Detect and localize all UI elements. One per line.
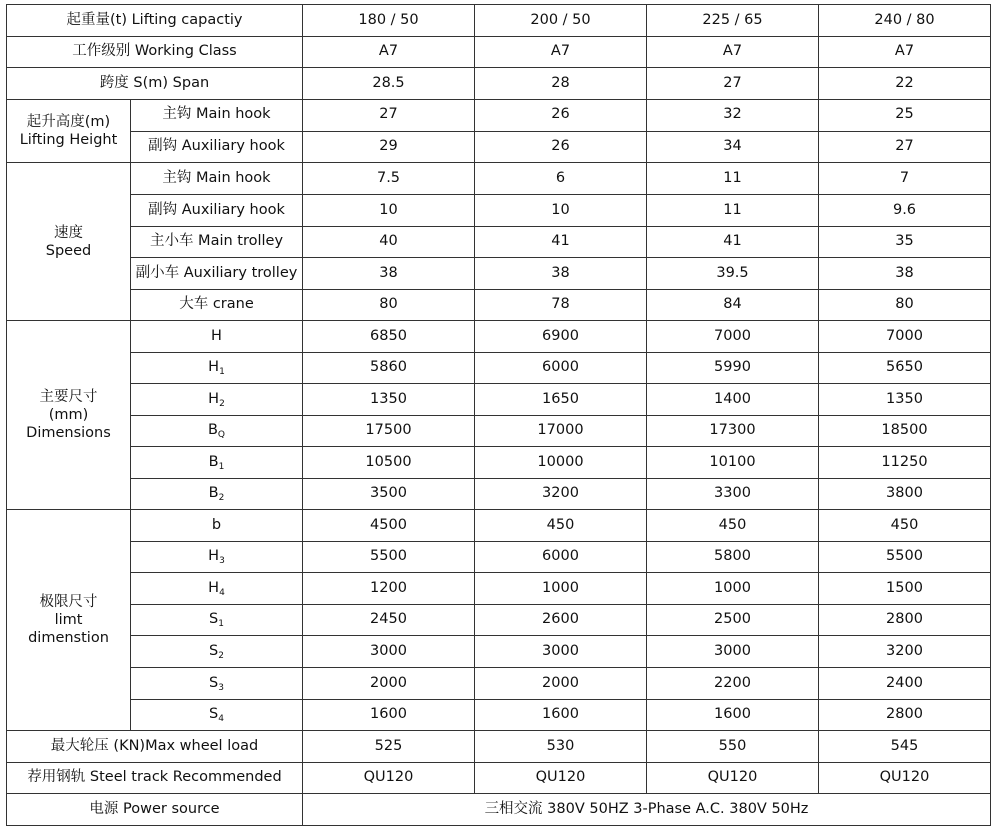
value-cell: QU120 [819, 762, 991, 794]
spec-row [7, 478, 991, 510]
value-cell: A7 [303, 36, 475, 68]
sub-label [131, 258, 303, 290]
value-cell: 1400 [647, 384, 819, 416]
value-cell: 3000 [303, 636, 475, 668]
value-cell: 5860 [303, 352, 475, 384]
value-cell: 3200 [819, 636, 991, 668]
spec-row [7, 384, 991, 416]
value-cell: 29 [303, 131, 475, 163]
value-cell: 6 [475, 163, 647, 195]
value-cell: 1500 [819, 573, 991, 605]
spec-row [7, 258, 991, 290]
spec-row [7, 699, 991, 731]
sub-label-text: B [208, 485, 219, 502]
value-cell: 2800 [819, 699, 991, 731]
spec-row [7, 99, 991, 131]
value-cell: 225 / 65 [647, 5, 819, 37]
value-cell: 7000 [819, 321, 991, 353]
spec-row [7, 226, 991, 258]
spec-row [7, 415, 991, 447]
value-cell: 34 [647, 131, 819, 163]
value-cell: 10100 [647, 447, 819, 479]
value-cell: 545 [819, 731, 991, 763]
spec-row-power [7, 794, 991, 826]
value-cell: 38 [819, 258, 991, 290]
sub-label [131, 226, 303, 258]
value-cell: 18500 [819, 415, 991, 447]
group-label-line: 起升高度(m) [26, 113, 111, 130]
value-cell: QU120 [303, 762, 475, 794]
sub-label-text: S [209, 706, 219, 723]
row-label: 荐用钢轨 Steel track Recommended [7, 762, 303, 794]
value-cell: 6000 [475, 352, 647, 384]
group-label-line: 极限尺寸 [39, 593, 98, 610]
sub-label-text: 副钩 Auxiliary hook [148, 201, 285, 218]
value-cell: 25 [819, 99, 991, 131]
value-cell: 6900 [475, 321, 647, 353]
value-cell: 3300 [647, 478, 819, 510]
sub-label-subscript: 1 [218, 619, 224, 630]
sub-label-text: B [208, 453, 219, 470]
value-cell: 1000 [647, 573, 819, 605]
value-cell: 32 [647, 99, 819, 131]
value-cell: 17500 [303, 415, 475, 447]
value-cell: 39.5 [647, 258, 819, 290]
value-cell: 10500 [303, 447, 475, 479]
spec-row [7, 762, 991, 794]
sub-label [131, 131, 303, 163]
value-cell: 17300 [647, 415, 819, 447]
value-cell: 1650 [475, 384, 647, 416]
sub-label-subscript: 1 [218, 461, 225, 472]
sub-label-text: H [208, 548, 220, 565]
value-cell: 6850 [303, 321, 475, 353]
sub-label-text: B [207, 422, 218, 439]
spec-table-body [7, 5, 991, 826]
sub-label-subscript: 3 [219, 556, 225, 567]
sub-label-subscript: Q [217, 430, 226, 441]
row-label: 电源 Power source [7, 794, 303, 826]
value-cell: 3500 [303, 478, 475, 510]
sub-label [131, 510, 303, 542]
spec-row [7, 68, 991, 100]
spec-row [7, 604, 991, 636]
sub-label [131, 604, 303, 636]
value-cell: 450 [819, 510, 991, 542]
value-cell: 11 [647, 195, 819, 227]
sub-label [131, 99, 303, 131]
value-cell: 5800 [647, 541, 819, 573]
value-cell: 11 [647, 163, 819, 195]
spec-row [7, 352, 991, 384]
sub-label-text: S [209, 674, 219, 691]
spec-row [7, 131, 991, 163]
value-cell: 2450 [303, 604, 475, 636]
spec-row [7, 195, 991, 227]
spec-row [7, 36, 991, 68]
value-cell: 3000 [475, 636, 647, 668]
value-cell: 450 [475, 510, 647, 542]
value-cell: 7000 [647, 321, 819, 353]
sub-label-text: b [211, 516, 222, 533]
sub-label-subscript: 2 [218, 651, 224, 661]
value-cell: 4500 [303, 510, 475, 542]
value-cell: 40 [303, 226, 475, 258]
spec-row [7, 510, 991, 542]
group-label-line: limt [54, 612, 83, 629]
value-cell: 2000 [303, 667, 475, 699]
value-cell: 10000 [475, 447, 647, 479]
spec-row [7, 5, 991, 37]
group-label-line: (mm) [48, 407, 89, 424]
sub-label-text: 大车 crane [179, 296, 254, 313]
sub-label [131, 289, 303, 321]
sub-label-text: 副小车 Auxiliary trolley [135, 264, 298, 281]
value-cell: 27 [647, 68, 819, 100]
sub-label-text: 主小车 Main trolley [149, 233, 284, 250]
spec-row [7, 573, 991, 605]
sub-label [131, 415, 303, 447]
value-cell: 525 [303, 731, 475, 763]
sub-label-text: S [209, 643, 219, 659]
sub-label-subscript: 4 [219, 587, 225, 598]
spec-row [7, 289, 991, 321]
value-cell: 2600 [475, 604, 647, 636]
row-label: 最大轮压 (KN)Max wheel load [7, 731, 303, 763]
spec-row [7, 636, 991, 668]
value-cell: 530 [475, 731, 647, 763]
value-cell: 550 [647, 731, 819, 763]
value-cell: 1000 [475, 573, 647, 605]
power-value: 三相交流 380V 50HZ 3-Phase A.C. 380V 50Hz [303, 794, 991, 826]
sub-label [131, 667, 303, 699]
sub-label-text: H [208, 579, 220, 596]
sub-label [131, 195, 303, 227]
sub-label [131, 321, 303, 353]
sub-label [131, 636, 303, 668]
value-cell: A7 [819, 36, 991, 68]
sub-label-text: H [211, 327, 222, 344]
group-label [7, 99, 131, 163]
value-cell: 2000 [475, 667, 647, 699]
value-cell: 22 [819, 68, 991, 100]
value-cell: 1350 [819, 384, 991, 416]
sub-label [131, 384, 303, 416]
spec-row [7, 667, 991, 699]
value-cell: 180 / 50 [303, 5, 475, 37]
sub-label-text: S [209, 611, 219, 628]
value-cell: 27 [303, 99, 475, 131]
sub-label [131, 352, 303, 384]
value-cell: 6000 [475, 541, 647, 573]
spec-row [7, 163, 991, 195]
value-cell: 450 [647, 510, 819, 542]
value-cell: 35 [819, 226, 991, 258]
value-cell: 1600 [475, 699, 647, 731]
value-cell: 10 [303, 195, 475, 227]
spec-row [7, 731, 991, 763]
group-label-line: 速度 [54, 224, 83, 241]
value-cell: 200 / 50 [475, 5, 647, 37]
group-label-line: dimenstion [28, 630, 109, 647]
group-label-line: Dimensions [26, 425, 111, 442]
value-cell: 2400 [819, 667, 991, 699]
sub-label-subscript: 2 [219, 398, 225, 409]
row-label: 跨度 S(m) Span [7, 68, 303, 100]
value-cell: 5500 [303, 541, 475, 573]
group-label [7, 321, 131, 510]
sub-label [131, 163, 303, 195]
group-label-line: Lifting Height [19, 132, 118, 149]
value-cell: 1350 [303, 384, 475, 416]
value-cell: 10 [475, 195, 647, 227]
value-cell: 9.6 [819, 195, 991, 227]
group-label-line: Speed [45, 242, 92, 259]
value-cell: 2800 [819, 604, 991, 636]
sub-label [131, 573, 303, 605]
value-cell: 1200 [303, 573, 475, 605]
value-cell: 27 [819, 131, 991, 163]
row-label: 起重量(t) Lifting capactiy [7, 5, 303, 37]
value-cell: 3000 [647, 636, 819, 668]
value-cell: 78 [475, 289, 647, 321]
group-label-line: 主要尺寸 [39, 389, 98, 406]
sub-label-text: H [208, 390, 220, 407]
value-cell: QU120 [647, 762, 819, 794]
value-cell: 1600 [647, 699, 819, 731]
value-cell: 84 [647, 289, 819, 321]
value-cell: 80 [303, 289, 475, 321]
sub-label-subscript: 1 [219, 367, 225, 378]
value-cell: 17000 [475, 415, 647, 447]
value-cell: A7 [647, 36, 819, 68]
group-label [7, 163, 131, 321]
value-cell: 3200 [475, 478, 647, 510]
row-label: 工作级别 Working Class [7, 36, 303, 68]
value-cell: 26 [475, 99, 647, 131]
spec-row [7, 541, 991, 573]
value-cell: 28.5 [303, 68, 475, 100]
value-cell: 7.5 [303, 163, 475, 195]
crane-spec-table [6, 4, 991, 826]
sub-label-subscript: 2 [218, 493, 225, 504]
sub-label [131, 478, 303, 510]
value-cell: 38 [475, 258, 647, 290]
sub-label-text: H [208, 359, 220, 376]
value-cell: 3800 [819, 478, 991, 510]
sub-label-text: 主钩 Main hook [162, 170, 271, 187]
sub-label-text: 副钩 Auxiliary hook [148, 138, 285, 155]
group-label [7, 510, 131, 731]
value-cell: 11250 [819, 447, 991, 479]
sub-label-subscript: 3 [218, 682, 224, 693]
value-cell: 5990 [647, 352, 819, 384]
value-cell: 5500 [819, 541, 991, 573]
sub-label-subscript: 4 [218, 714, 224, 725]
value-cell: 41 [647, 226, 819, 258]
value-cell: 7 [819, 163, 991, 195]
value-cell: 240 / 80 [819, 5, 991, 37]
value-cell: QU120 [475, 762, 647, 794]
value-cell: 5650 [819, 352, 991, 384]
sub-label-text: 主钩 Main hook [162, 106, 271, 123]
value-cell: 26 [475, 131, 647, 163]
sub-label [131, 447, 303, 479]
sub-label [131, 699, 303, 731]
value-cell: 1600 [303, 699, 475, 731]
value-cell: 2500 [647, 604, 819, 636]
spec-row [7, 321, 991, 353]
value-cell: 41 [475, 226, 647, 258]
spec-row [7, 447, 991, 479]
sub-label [131, 541, 303, 573]
value-cell: A7 [475, 36, 647, 68]
value-cell: 28 [475, 68, 647, 100]
value-cell: 38 [303, 258, 475, 290]
value-cell: 80 [819, 289, 991, 321]
value-cell: 2200 [647, 667, 819, 699]
